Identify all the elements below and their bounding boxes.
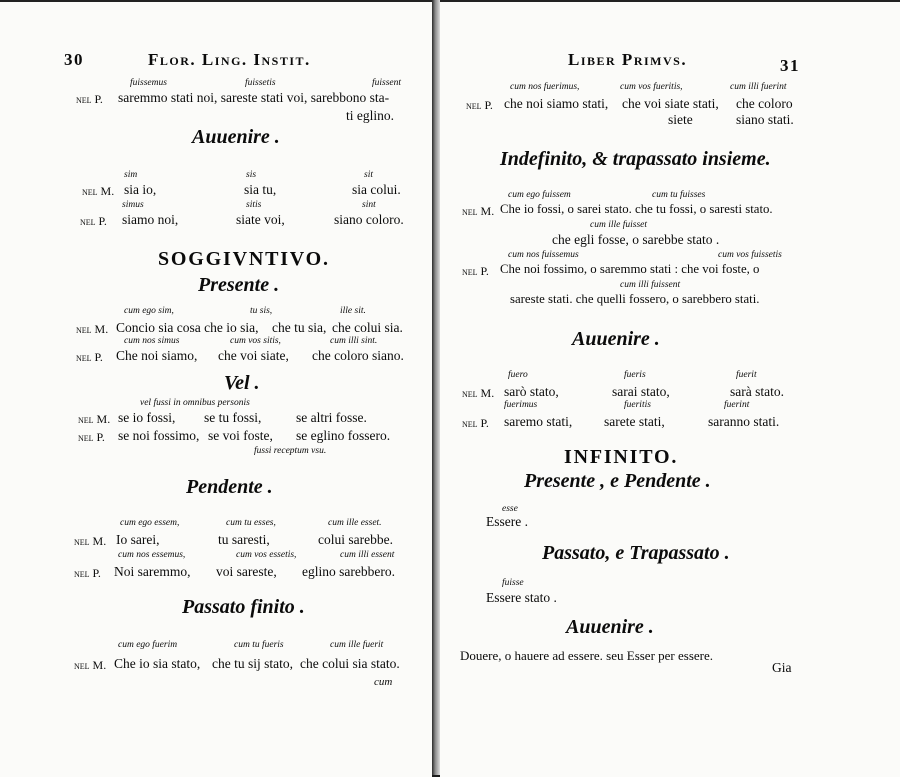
latin-gloss: fuerint [724, 400, 750, 410]
catchword: cum [374, 676, 393, 688]
number-label: nel P. [462, 264, 489, 278]
latin-gloss: fuerit [736, 370, 757, 380]
running-title: Liber Primvs. [568, 50, 688, 69]
conjugation-text: che colui sia stato. [300, 656, 400, 671]
latin-gloss: cum ille fuisset [590, 220, 647, 230]
running-title: Flor. Ling. Instit. [148, 50, 311, 69]
conjugation-text: saremo stati, [504, 414, 573, 429]
conjugation-text: colui sarebbe. [318, 532, 393, 547]
conjugation-text: che coloro [736, 96, 793, 111]
conjugation-text: Concio sia cosa che io sia, [116, 320, 259, 335]
latin-gloss: cum ego essem, [120, 518, 180, 528]
latin-gloss: sim [124, 170, 138, 180]
conjugation-text: Che io fossi, o sarei stato. che tu fossi, o saresti stato. [500, 202, 773, 216]
latin-gloss: vel fussi in omnibus personis [140, 398, 250, 408]
conjugation-text: sia colui. [352, 182, 401, 197]
conjugation-text: Che noi fossimo, o saremmo stati : che voi foste, o [500, 262, 760, 276]
latin-gloss: fussi receptum vsu. [254, 446, 327, 456]
latin-gloss: cum illi essent [340, 550, 395, 560]
conjugation-text: che noi siamo stati, [504, 96, 609, 111]
section-heading: Pendente . [186, 476, 273, 498]
number-label: nel P. [78, 430, 105, 444]
latin-gloss: cum ego sim, [124, 306, 174, 316]
conjugation-text: eglino sarebbero. [302, 564, 395, 579]
number-label: nel M. [462, 204, 495, 218]
conjugation-text: che voi siate stati, [622, 96, 719, 111]
latin-gloss: cum illi sint. [330, 336, 378, 346]
latin-gloss: fueritis [624, 400, 651, 410]
latin-gloss: sint [362, 200, 376, 210]
latin-gloss: cum nos fuerimus, [510, 82, 580, 92]
conjugation-text: che colui sia. [332, 320, 403, 335]
latin-gloss: fuisse [502, 578, 524, 588]
latin-gloss: fuissetis [245, 78, 276, 88]
latin-gloss: cum vos sitis, [230, 336, 281, 346]
conjugation-text: ti eglino. [346, 108, 394, 123]
latin-gloss: cum ego fuerim [118, 640, 178, 650]
latin-gloss: cum ego fuissem [508, 190, 571, 200]
number-label: nel M. [462, 386, 495, 400]
latin-gloss: fueris [624, 370, 646, 380]
conjugation-text: Essere stato . [486, 590, 557, 605]
number-label: nel M. [74, 534, 107, 548]
latin-gloss: cum vos fueritis, [620, 82, 683, 92]
conjugation-text: se eglino fossero. [296, 428, 391, 443]
latin-gloss: cum illi fuissent [620, 280, 681, 290]
latin-gloss: cum tu esses, [226, 518, 276, 528]
latin-gloss: simus [122, 200, 144, 210]
latin-gloss: sit [364, 170, 373, 180]
page-number: 31 [780, 56, 800, 75]
latin-gloss: cum nos simus [124, 336, 180, 346]
conjugation-text: sarai stato, [612, 384, 670, 399]
section-heading: Auuenire . [192, 126, 280, 148]
number-label: nel P. [466, 98, 493, 112]
conjugation-text: sareste stati. che quelli fossero, o sarebbero stati. [510, 292, 760, 306]
conjugation-text: Essere . [486, 514, 528, 529]
latin-gloss: fuissemus [130, 78, 167, 88]
latin-gloss: cum tu fuisses [652, 190, 706, 200]
section-heading: Vel . [224, 372, 260, 394]
number-label: nel M. [74, 658, 107, 672]
conjugation-text: che voi siate, [218, 348, 289, 363]
latin-gloss: cum ille esset. [328, 518, 382, 528]
catchword: Gia [772, 660, 792, 675]
number-label: nel P. [80, 214, 107, 228]
conjugation-text: se noi fossimo, [118, 428, 200, 443]
number-label: nel M. [76, 322, 109, 336]
conjugation-text: siate voi, [236, 212, 285, 227]
conjugation-text: siamo noi, [122, 212, 179, 227]
conjugation-text: saremmo stati noi, sareste stati voi, sarebbono sta- [118, 90, 390, 105]
number-label: nel M. [82, 184, 115, 198]
section-heading: Presente . [198, 274, 280, 296]
latin-gloss: sis [246, 170, 257, 180]
conjugation-text: che egli fosse, o sarebbe stato . [552, 232, 720, 247]
conjugation-text: siete [668, 112, 693, 127]
section-heading: INFINITO. [564, 446, 679, 468]
number-label: nel P. [76, 350, 103, 364]
conjugation-text: se altri fosse. [296, 410, 367, 425]
conjugation-text: se voi foste, [208, 428, 273, 443]
latin-gloss: cum nos fuissemus [508, 250, 579, 260]
conjugation-text: Douere, o hauere ad essere. seu Esser per essere. [460, 648, 714, 663]
right-page [440, 0, 900, 777]
section-heading: Passato, e Trapassato . [542, 542, 730, 564]
conjugation-text: Io sarei, [116, 532, 160, 547]
section-heading: Auuenire . [572, 328, 660, 350]
conjugation-text: se tu fossi, [204, 410, 262, 425]
section-heading: Auuenire . [566, 616, 654, 638]
latin-gloss: cum tu fueris [234, 640, 284, 650]
latin-gloss: esse [502, 504, 518, 514]
latin-gloss: ille sit. [340, 306, 366, 316]
conjugation-text: che coloro siano. [312, 348, 404, 363]
conjugation-text: sarò stato, [504, 384, 559, 399]
latin-gloss: fuerimus [504, 400, 538, 410]
conjugation-text: tu saresti, [218, 532, 270, 547]
latin-gloss: fuissent [372, 78, 402, 88]
latin-gloss: cum ille fuerit [330, 640, 384, 650]
conjugation-text: sarete stati, [604, 414, 665, 429]
number-label: nel M. [78, 412, 111, 426]
latin-gloss: cum illi fuerint [730, 82, 787, 92]
conjugation-text: se io fossi, [118, 410, 176, 425]
section-heading: Passato finito . [182, 596, 305, 618]
book-gutter [432, 0, 440, 775]
section-heading: SOGGIVNTIVO. [158, 248, 330, 270]
conjugation-text: sia io, [124, 182, 157, 197]
conjugation-text: sarà stato. [730, 384, 784, 399]
number-label: nel P. [74, 566, 101, 580]
conjugation-text: siano stati. [736, 112, 794, 127]
latin-gloss: cum nos essemus, [118, 550, 186, 560]
conjugation-text: sia tu, [244, 182, 277, 197]
page-number: 30 [64, 50, 84, 69]
section-heading: Indefinito, & trapassato insieme. [500, 148, 771, 170]
conjugation-text: siano coloro. [334, 212, 404, 227]
conjugation-text: che tu sia, [272, 320, 327, 335]
conjugation-text: voi sareste, [216, 564, 277, 579]
latin-gloss: sitis [246, 200, 262, 210]
latin-gloss: cum vos essetis, [236, 550, 297, 560]
latin-gloss: fuero [508, 370, 528, 380]
conjugation-text: Noi saremmo, [114, 564, 191, 579]
number-label: nel P. [462, 416, 489, 430]
conjugation-text: Che noi siamo, [116, 348, 198, 363]
section-heading: Presente , e Pendente . [524, 470, 711, 492]
left-page [0, 0, 432, 777]
latin-gloss: cum vos fuissetis [718, 250, 782, 260]
number-label: nel P. [76, 92, 103, 106]
conjugation-text: saranno stati. [708, 414, 780, 429]
conjugation-text: Che io sia stato, [114, 656, 201, 671]
conjugation-text: che tu sij stato, [212, 656, 293, 671]
latin-gloss: tu sis, [250, 306, 273, 316]
